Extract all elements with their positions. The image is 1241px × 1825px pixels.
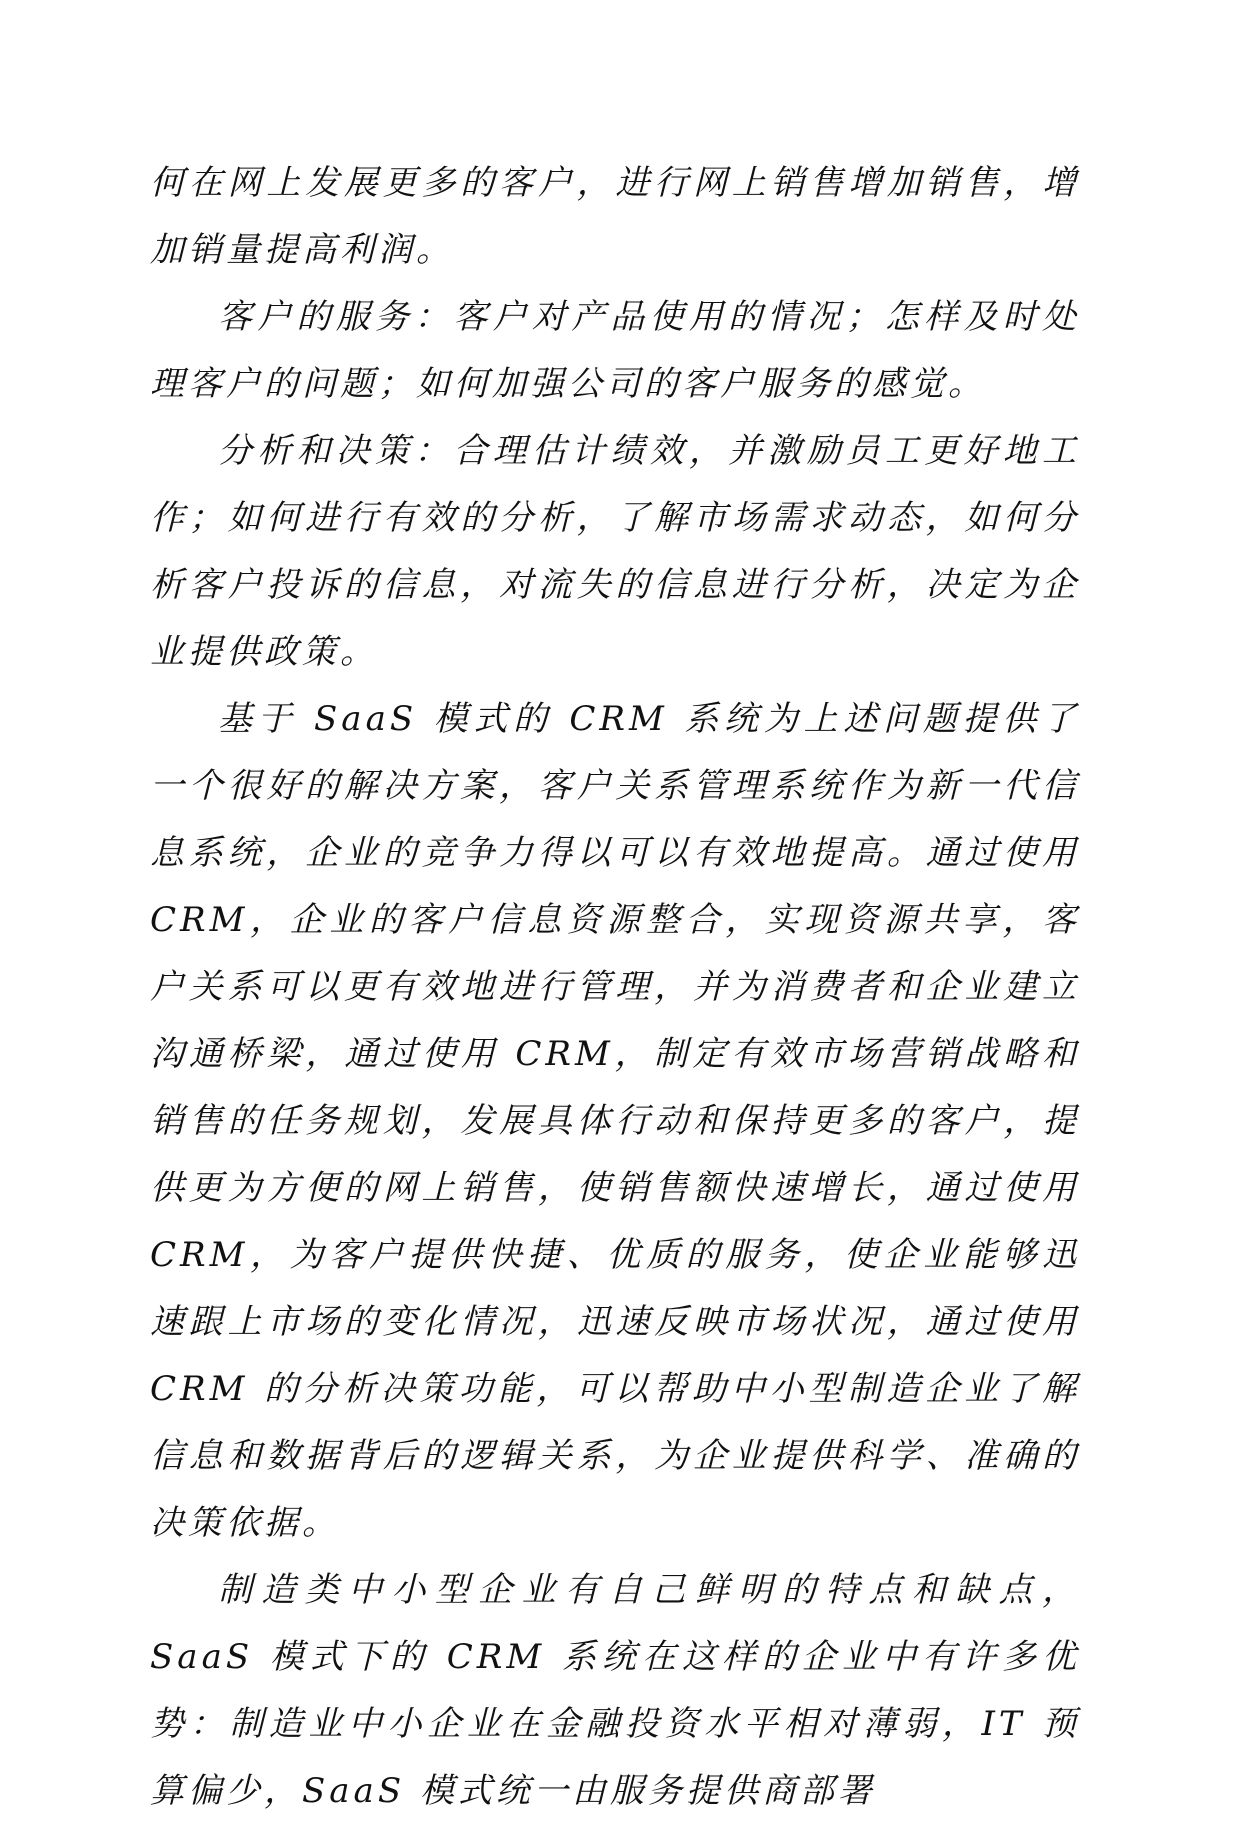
paragraph-2: 客户的服务：客户对产品使用的情况；怎样及时处理客户的问题；如何加强公司的客户服务的感觉。 — [150, 297, 1080, 404]
paragraph-1: 何在网上发展更多的客户，进行网上销售增加销售，增加销量提高利润。 — [150, 163, 1080, 270]
body-text — [150, 150, 1080, 1825]
paragraph-5: 制造类中小型企业有自己鲜明的特点和缺点，SaaS 模式下的 CRM 系统在这样的企业中有许多优势：制造业中小企业在金融投资水平相对薄弱，IT 预算偏少，SaaS 模式统一由服务提供商部署 — [150, 1570, 1080, 1811]
paragraph-3: 分析和决策：合理估计绩效，并激励员工更好地工作；如何进行有效的分析，了解市场需求动态，如何分析客户投诉的信息，对流失的信息进行分析，决定为企业提供政策。 — [150, 431, 1080, 672]
paragraph-4: 基于 SaaS 模式的 CRM 系统为上述问题提供了一个很好的解决方案，客户关系管理系统作为新一代信息系统，企业的竞争力得以可以有效地提高。通过使用 CRM，企业的客户信息资源整合，实现资源共享，客户关系可以更有效地进行管理，并为消费者和企业建立沟通桥梁，通过使用 CRM，制定有效市场营销战略和销售的任务规划，发展具体行动和保持更多的客户，提供更为方便的网上销售，使销售额快速增长，通过使用 CRM，为客户提供快捷、优质的服务，使企业能够迅速跟上市场的变化情况，迅速反映市场状况，通过使用 CRM 的分析决策功能，可以帮助中小型制造企业了解信息和数据背后的逻辑关系，为企业提供科学、准确的决策依据。 — [150, 699, 1080, 1543]
